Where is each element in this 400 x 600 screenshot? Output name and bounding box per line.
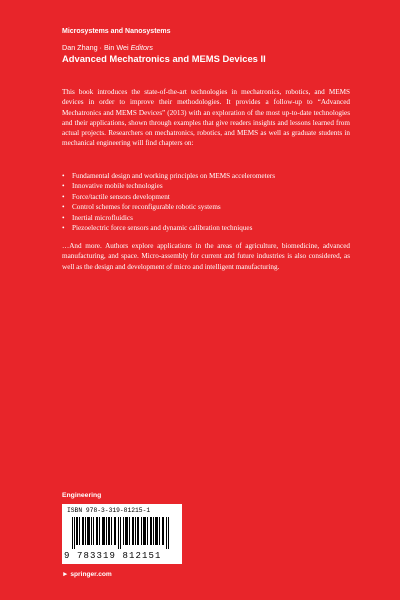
- chapter-item: • Inertial microfluidics: [62, 213, 352, 223]
- chapter-list: [62, 171, 352, 233]
- chapter-item: • Force/tactile sensors development: [62, 192, 352, 202]
- publisher-website[interactable]: ► springer.com: [62, 571, 112, 578]
- chapter-item: • Piezoelectric force sensors and dynamic calibration techniques: [62, 223, 352, 233]
- isbn-text: ISBN 978-3-319-81215-1: [67, 507, 151, 514]
- subject-label: Engineering: [62, 492, 102, 499]
- more-paragraph: …And more. Authors explore applications in the areas of agriculture, biomedicine, advanced manufacturing, and space. Micro-assembly for current and future industries is also considered, as well as the design and development of micro and intelligent manufacturing.: [62, 242, 350, 271]
- book-title: Advanced Mechatronics and MEMS Devices II: [62, 53, 266, 64]
- series-name: Microsystems and Nanosystems: [62, 28, 171, 35]
- barcode-digits: 9 783319 812151: [64, 551, 162, 561]
- more-description: [62, 241, 350, 272]
- description-paragraph: This book introduces the state-of-the-art technologies in mechatronics, robotics, and MEMS devices in order to improve their methodologies. It provides a follow-up to “Advanced Mechatronics and MEMS Devices” (2013) with an exploration of the most up-to-date technologies and their applications, shown through examples that give readers insights and lessons learned from actual projects. Researchers on mechatronics, robotics, and MEMS as well as graduate students in mechanical engineering will find chapters on:: [62, 88, 350, 148]
- barcode-bars: [72, 517, 172, 549]
- book-description: [62, 87, 350, 149]
- editors-line: [62, 43, 153, 52]
- editor-role-label: Editors: [130, 43, 153, 52]
- chapter-item: • Innovative mobile technologies: [62, 181, 352, 191]
- editor-role: [131, 43, 153, 52]
- isbn-barcode: [62, 504, 182, 564]
- editor-names: Dan Zhang · Bin Wei: [62, 43, 129, 52]
- chapter-item: • Control schemes for reconfigurable robotic systems: [62, 202, 352, 212]
- chapter-item: • Fundamental design and working principles on MEMS accelerometers: [62, 171, 352, 181]
